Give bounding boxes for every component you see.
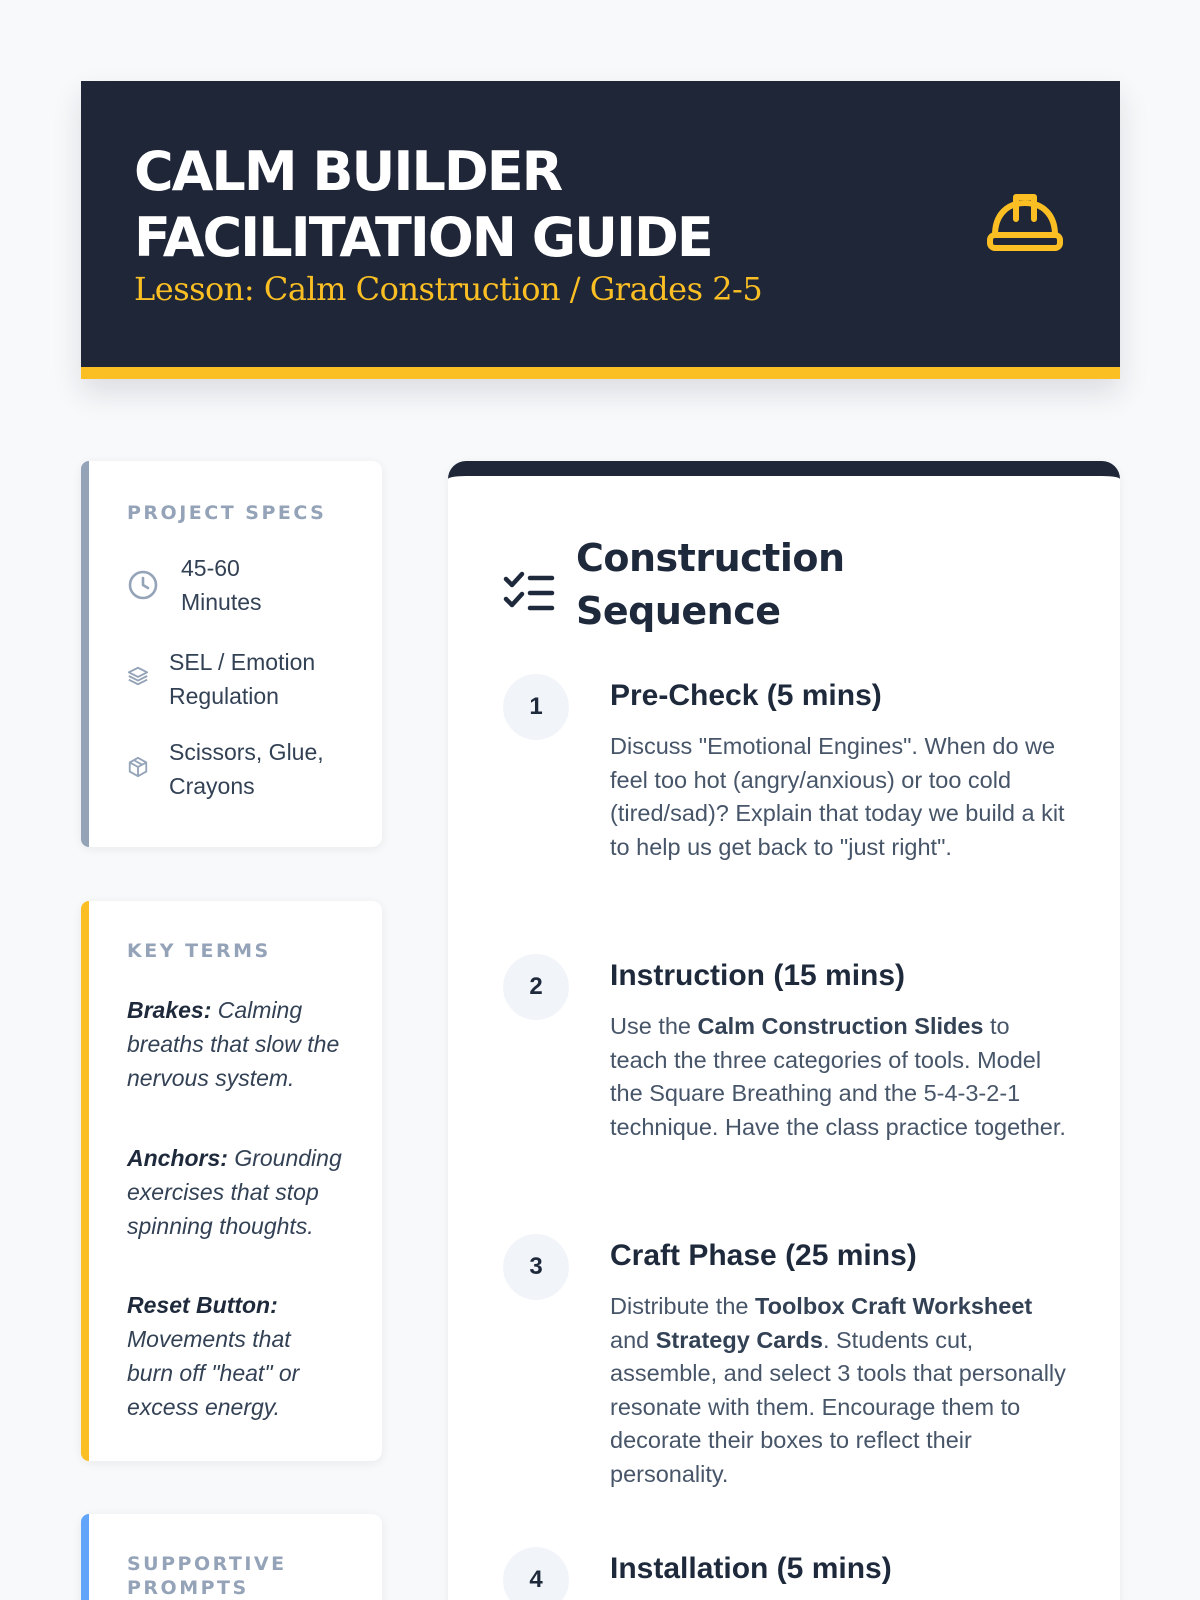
step-number: 1 [503, 674, 569, 740]
construction-sequence-card [448, 461, 1120, 1600]
term-reset-button-definition: Movements that burn off "heat" or excess energy. [127, 1326, 300, 1420]
spec-materials [127, 735, 367, 805]
resource-worksheet: Toolbox Craft Worksheet [754, 1293, 1033, 1319]
resource-strategy-cards: Strategy Cards [655, 1326, 823, 1353]
section-title: Construction Sequence [576, 536, 845, 633]
title-line-2: FACILITATION GUIDE [134, 206, 712, 269]
page-header [81, 81, 1120, 379]
spec-duration-label: 45-60 Minutes [181, 555, 262, 615]
spec-subject [127, 645, 367, 715]
title-line-1: CALM BUILDER [134, 140, 562, 203]
key-terms-card [81, 901, 382, 1461]
step-description: Distribute the Toolbox Craft Worksheet and Strategy Cards. Students cut, assemble, and select 3 tools that personally resonate with them. Encourage them to decorate their boxes to reflect their personality. [610, 1293, 1066, 1487]
supportive-prompts-card [81, 1514, 382, 1600]
hard-hat-icon [985, 191, 1065, 255]
term-brakes [127, 993, 342, 1095]
step-number: 4 [503, 1547, 569, 1600]
supportive-prompts-heading: SUPPORTIVE PROMPTS [127, 1553, 287, 1599]
layers-icon [127, 665, 149, 687]
resource-slides: Calm Construction Slides [697, 1013, 984, 1039]
key-terms-heading: KEY TERMS [127, 940, 271, 962]
page-title [134, 139, 894, 271]
step-title: Craft Phase (25 mins) [610, 1239, 917, 1272]
project-specs-heading: PROJECT SPECS [127, 502, 327, 524]
step-description: Use the Calm Construction Slides to teach the three categories of tools. Model the Square Breathing and the 5-4-3-2-1 technique. Have the class practice together. [610, 1013, 1066, 1140]
checklist-icon [503, 570, 555, 616]
step-number: 2 [503, 954, 569, 1020]
step-number: 3 [503, 1234, 569, 1300]
lesson-subtitle: Lesson: Calm Construction / Grades 2-5 [134, 270, 763, 308]
spec-subject-label: SEL / Emotion Regulation [169, 649, 316, 709]
term-anchors [127, 1141, 342, 1243]
project-specs-card [81, 461, 382, 847]
clock-icon [127, 569, 159, 601]
term-reset-button-name: Reset Button: [127, 1292, 278, 1318]
term-anchors-definition: Grounding exercises that stop spinning thoughts. [127, 1145, 342, 1239]
step-description: Discuss "Emotional Engines". When do we feel too hot (angry/anxious) or too cold (tired/sad)? Explain that today we build a kit to help us get back to "just right". [610, 733, 1065, 860]
step-title: Installation (5 mins) [610, 1552, 892, 1585]
step-title: Pre-Check (5 mins) [610, 679, 882, 712]
term-anchors-name: Anchors: [127, 1145, 228, 1171]
box-icon [127, 756, 149, 778]
term-reset-button [127, 1288, 342, 1424]
spec-materials-label: Scissors, Glue, Crayons [169, 739, 324, 799]
term-brakes-name: Brakes: [127, 997, 212, 1023]
term-brakes-definition: Calming breaths that slow the nervous system. [127, 997, 340, 1091]
spec-duration [127, 551, 367, 621]
step-title: Instruction (15 mins) [610, 959, 906, 992]
